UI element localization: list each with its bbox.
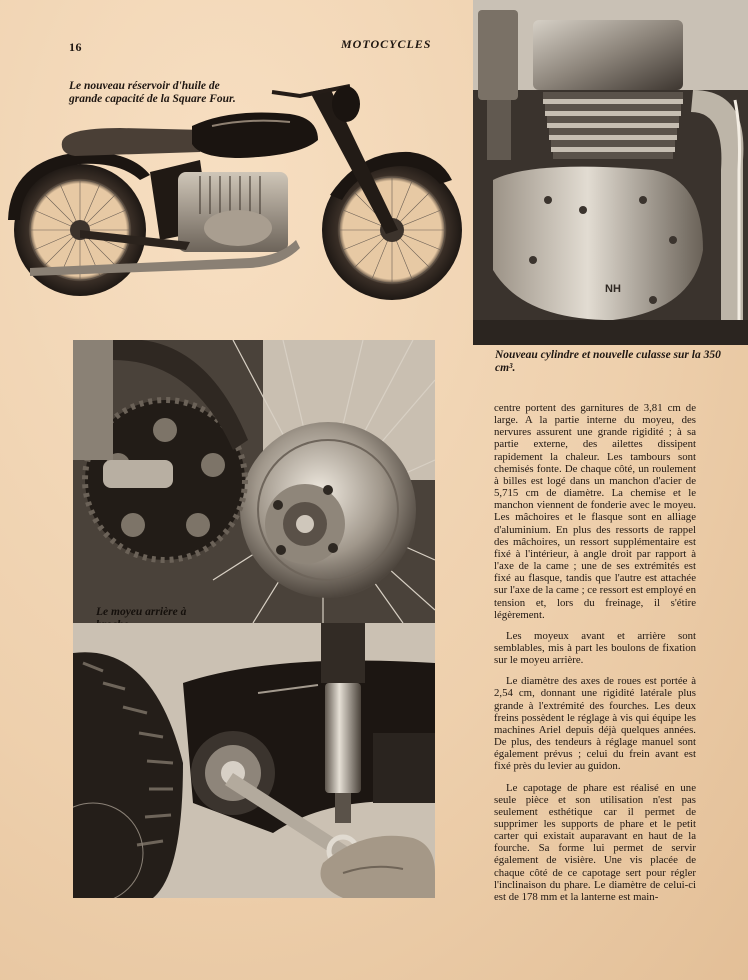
caption-cylinder: Nouveau cylindre et nouvelle culasse sur la 350 cm³.: [495, 349, 721, 374]
caption-oil-tank: Le nouveau réservoir d'huile de grande capacité de la Square Four.: [69, 80, 236, 105]
motorcycle-illustration: [0, 80, 470, 312]
article-paragraph: Le capotage de phare est réalisé en une seule pièce et son utilisation n'est pas seulement esthétique car il permet de supprimer les supports de phare et le petit carter qui existait auparavant en haut de la fourche. Sa forme lui permet de servir également de visière. Une vis placée de chaque côté de ce capotage sert pour régler l'inclinaison du phare. Le diamètre de celui-ci est de 178 mm et la lanterne est main-: [494, 781, 696, 903]
page-number: 16: [69, 40, 82, 54]
brake-adjuster-illustration: [73, 623, 435, 898]
brake-adjuster-photo: [73, 623, 435, 898]
svg-text:NH: NH: [605, 283, 621, 295]
article-column: [494, 402, 696, 912]
article-paragraph: Les moyeux avant et arrière sont semblables, mis à part les boulons de fixation sur le moyeu arrière.: [494, 629, 696, 667]
article-paragraph: centre portent des garnitures de 3,81 cm de large. A la partie interne du moyeu, des nervures assurent une grande rigidité ; à sa partie externe, des ailettes dissipent rapidement la chaleur. Les tambours sont chemisés fonte. De chaque côté, un roulement à billes est logé dans un manchon d'acier de 5,715 cm de diamètre. La chemise et le manchon viennent de fonderie avec le moyeu. Les mâchoires et le flasque sont en alliage d'aluminium. En plus des ressorts de rappel des mâchoires, un ressort supplémentaire est fixé à l'intérieur, à angle droit par rapport à l'axe de la came ; une de ses extrémités est fixé au flasque, tandis que l'autre est attachée sur l'axe de la came ; ce ressort est employé en tension et, lors du freinage, il s'étire légèrement.: [494, 402, 696, 621]
motorcycle-photo: [0, 80, 470, 312]
article-paragraph: Le diamètre des axes de roues est portée à 2,54 cm, donnant une rigidité latérale plus grande à l'extrémité des fourches. Les deux freins possèdent le réglage à vis qui équipe les machines Ariel depuis déjà quelques années. De plus, des tendeurs à réglage manuel sont également prévus ; celui du frein avant est fixé près du levier au guidon.: [494, 675, 696, 773]
rear-hub-illustration: [73, 340, 435, 623]
engine-photo: [473, 0, 748, 345]
running-head: MOTOCYCLES: [341, 37, 432, 51]
rear-hub-photo: [73, 340, 435, 623]
engine-illustration: [473, 0, 748, 345]
caption-rear-hub: Le moyeu arrière à: [96, 606, 187, 618]
